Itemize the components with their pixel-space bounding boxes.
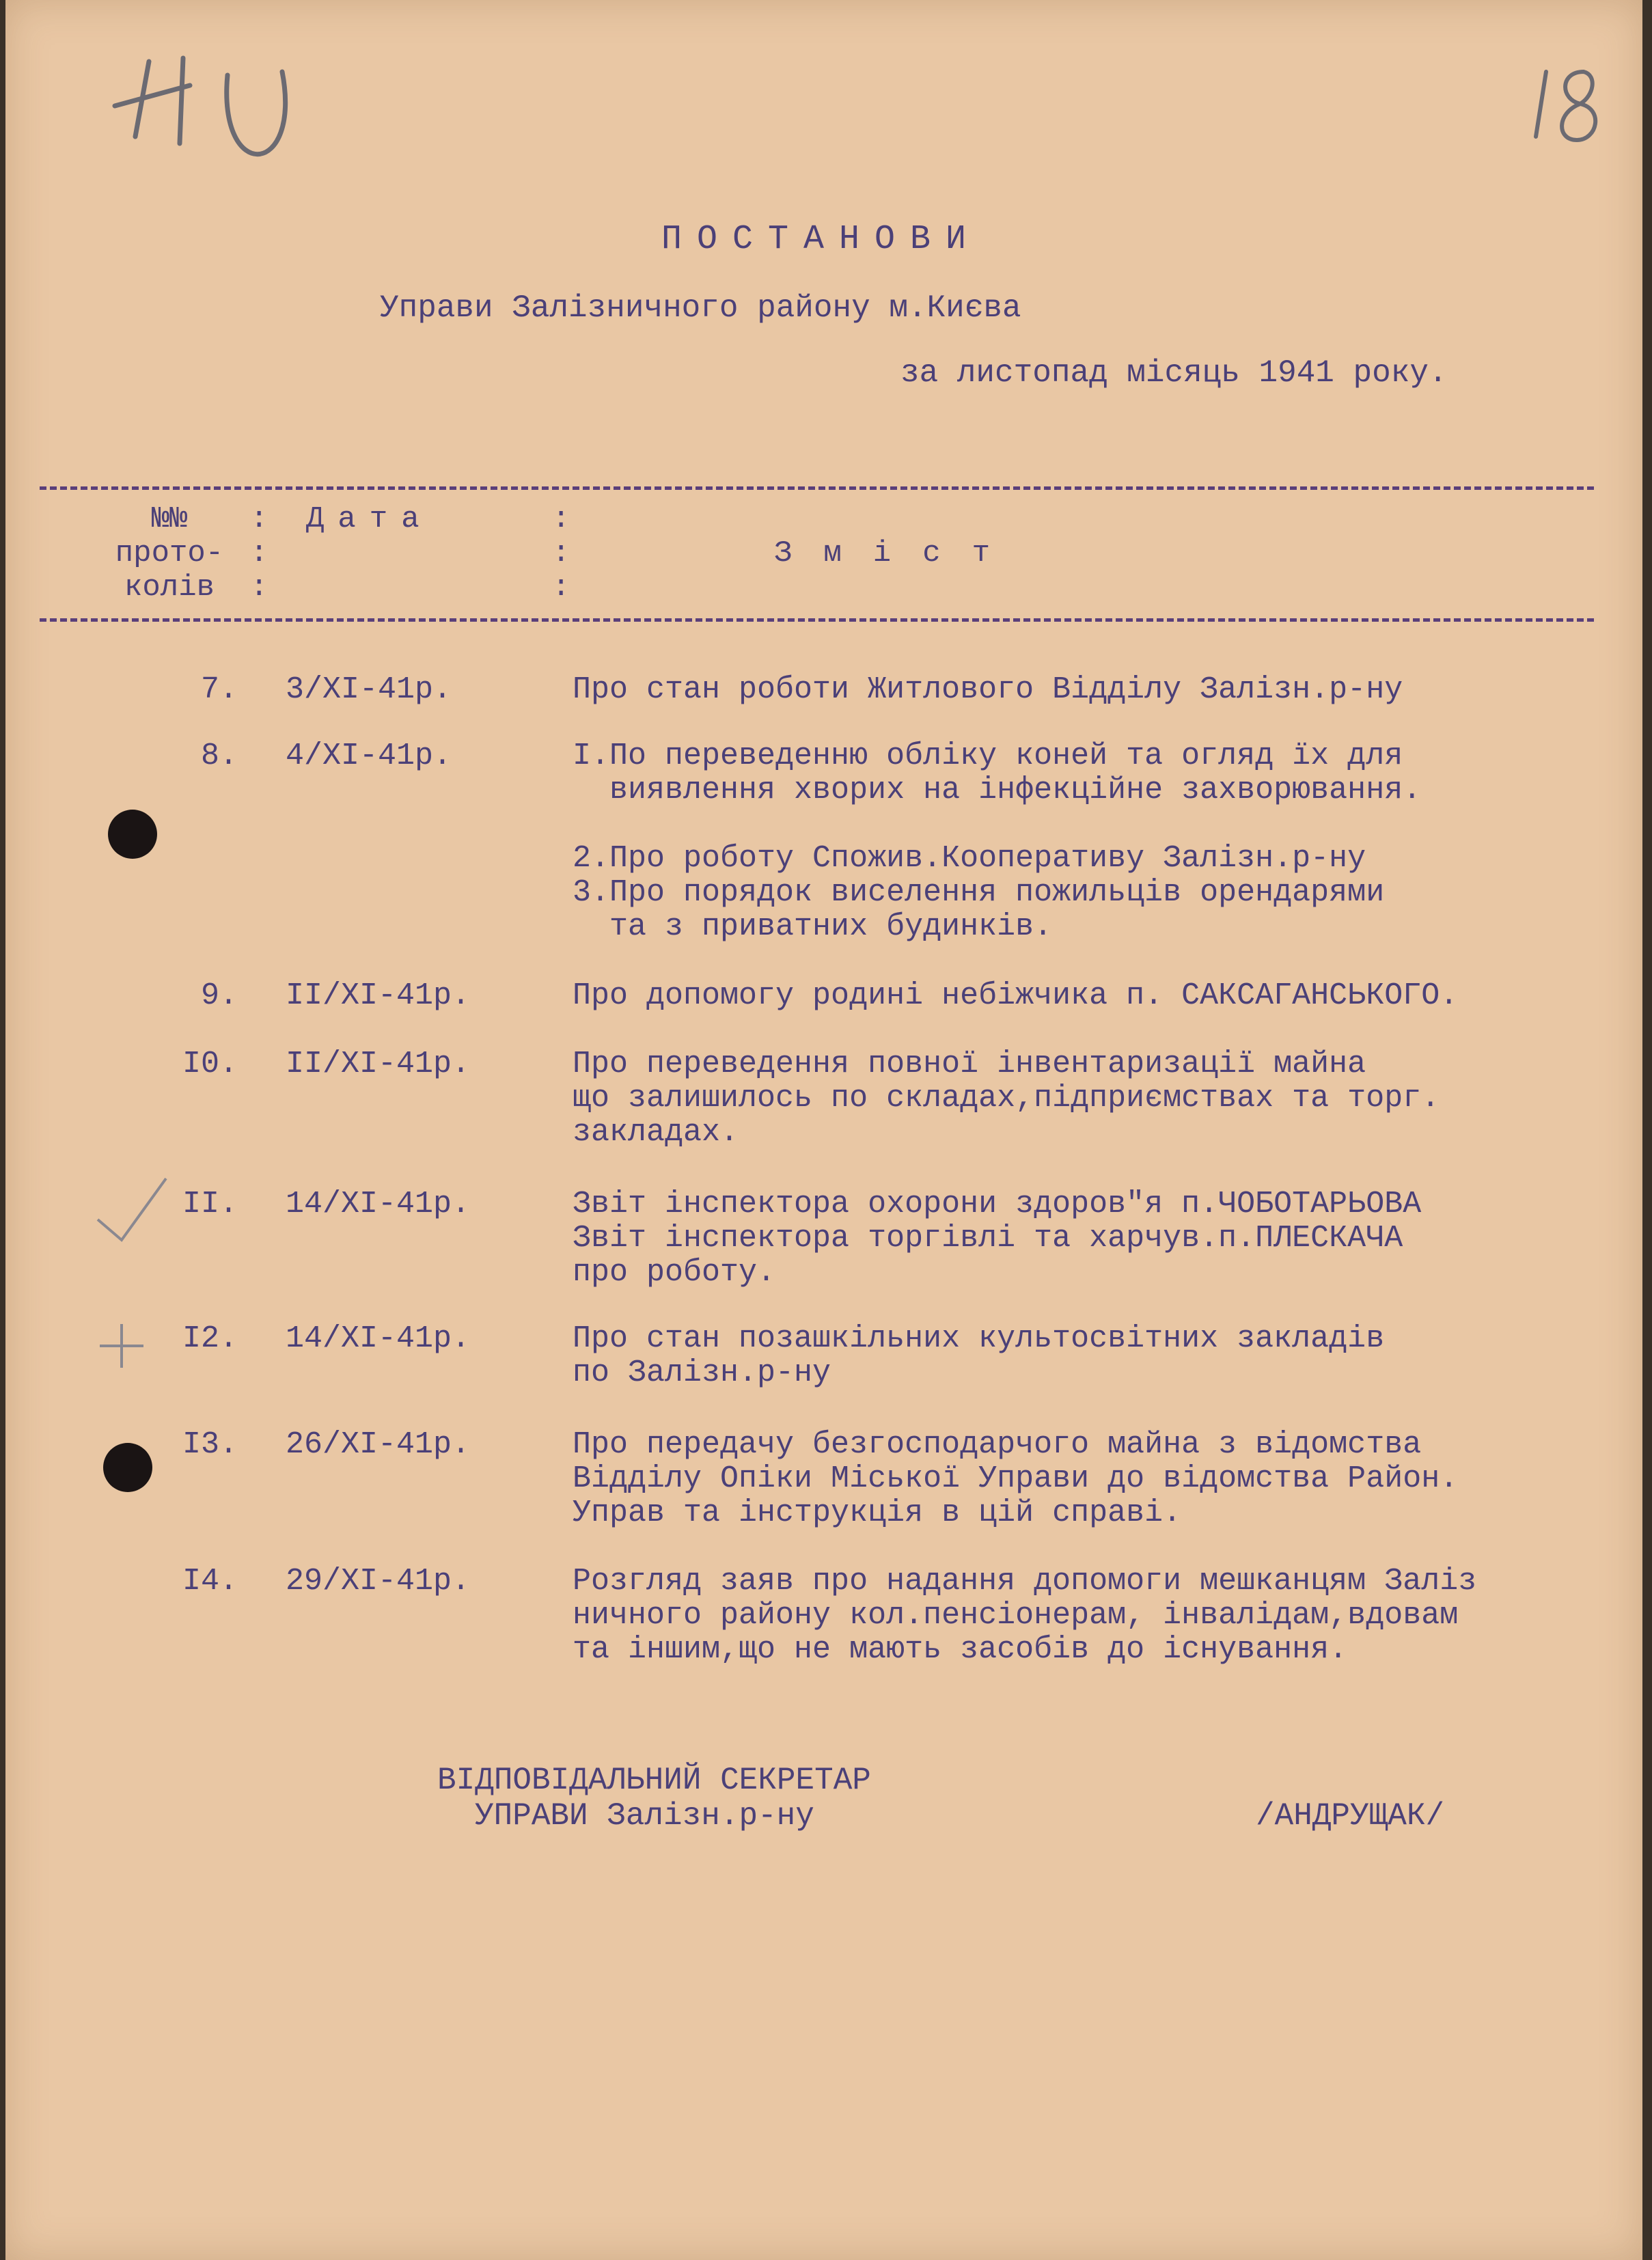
content-line: Про стан позашкільних культосвітних закладів: [573, 1321, 1385, 1356]
document-title: ПОСТАНОВИ: [661, 220, 982, 259]
signature-position-line2: УПРАВИ Залізн.р-ну: [475, 1798, 814, 1834]
protocol-date: II/XI-41р.: [286, 978, 471, 1013]
pencil-plus-mark: [94, 1319, 149, 1373]
column-content-header: Зміст: [774, 536, 1022, 570]
punch-hole: [103, 1443, 152, 1492]
protocol-date: II/XI-41р.: [286, 1047, 471, 1081]
protocol-number: I4.: [182, 1564, 238, 1599]
protocol-number: I3.: [182, 1427, 238, 1462]
protocol-number: I2.: [182, 1321, 238, 1356]
pencil-check-mark: [91, 1172, 173, 1247]
protocol-number: 7.: [200, 672, 238, 707]
protocol-number: 8.: [200, 739, 238, 773]
header-top-divider: [40, 486, 1594, 490]
content-line: Розгляд заяв про надання допомоги мешканцям Заліз: [573, 1564, 1477, 1599]
content-line: та з приватних будинків.: [573, 909, 1053, 944]
column-separator: : : :: [552, 502, 570, 605]
protocol-date: 4/XI-41р.: [286, 739, 452, 773]
protocol-date: 14/XI-41р.: [286, 1187, 471, 1222]
content-line: по Залізн.р-ну: [573, 1355, 831, 1390]
protocol-date: 26/XI-41р.: [286, 1427, 471, 1462]
column-date-header: Дата: [306, 502, 433, 536]
content-line: 2.Про роботу Спожив.Кооперативу Залізн.р-ну: [573, 841, 1366, 876]
column-separator: : : :: [250, 502, 269, 605]
content-line: Відділу Опіки Міської Управи до відомства Район.: [573, 1461, 1459, 1496]
protocol-content: [573, 1428, 1597, 1530]
column-number-line2: прото-: [115, 536, 224, 570]
protocol-number: II.: [182, 1187, 238, 1222]
protocol-number: 9.: [200, 978, 238, 1013]
signature-name: /АНДРУЩАК/: [1256, 1798, 1445, 1834]
content-line: [573, 808, 1597, 842]
protocol-number: I0.: [182, 1047, 238, 1081]
signature-position-line1: ВІДПОВІДАЛЬНИЙ СЕКРЕТАР: [437, 1763, 871, 1798]
protocol-content: [573, 739, 1597, 944]
content-line: Звіт інспектора торгівлі та харчув.п.ПЛЕСКАЧА: [573, 1221, 1403, 1256]
content-line: Про допомогу родині небіжчика п. САКСАГАНСЬКОГО.: [573, 978, 1459, 1013]
content-line: виявлення хворих на інфекційне захворювання.: [573, 773, 1422, 808]
content-line: та іншим,що не мають засобів до існування.: [573, 1632, 1348, 1667]
content-line: I.По переведенню обліку коней та огляд їх для: [573, 739, 1403, 773]
content-line: 3.Про порядок виселення пожильців орендарями: [573, 875, 1385, 910]
content-line: що залишилось по складах,підприємствах та торг.: [573, 1081, 1440, 1116]
content-line: Про стан роботи Житлового Відділу Залізн.р-ну: [573, 672, 1403, 707]
protocol-date: 29/XI-41р.: [286, 1564, 471, 1599]
protocol-date: 14/XI-41р.: [286, 1321, 471, 1356]
protocol-date: 3/XI-41р.: [286, 672, 452, 707]
protocol-content: [573, 673, 1597, 707]
protocol-content: [573, 1047, 1597, 1150]
content-line: про роботу.: [573, 1255, 776, 1290]
document-page: [5, 0, 1642, 2260]
protocol-content: [573, 979, 1597, 1013]
header-bottom-divider: [40, 618, 1594, 622]
handwritten-archive-mark: [108, 34, 313, 171]
column-number-header: [108, 502, 231, 605]
protocol-content: [573, 1565, 1597, 1667]
protocol-content: [573, 1187, 1597, 1290]
punch-hole: [108, 810, 157, 859]
content-line: Управ та інструкція в цій справі.: [573, 1496, 1182, 1530]
content-line: Про передачу безгосподарчого майна з відомства: [573, 1427, 1422, 1462]
document-subtitle: Управи Залізничного району м.Києва: [380, 290, 1021, 326]
content-line: ничного району кол.пенсіонерам, інвалідам,вдовам: [573, 1598, 1459, 1633]
content-line: Про переведення повної інвентаризації майна: [573, 1047, 1366, 1081]
handwritten-page-number: [1529, 55, 1611, 150]
document-period: за листопад місяць 1941 року.: [900, 355, 1448, 391]
content-line: закладах.: [573, 1115, 739, 1150]
signature-position: [437, 1763, 871, 1834]
protocol-content: [573, 1322, 1597, 1390]
column-number-line1: №№: [151, 502, 188, 536]
content-line: Звіт інспектора охорони здоров"я п.ЧОБОТАРЬОВА: [573, 1187, 1422, 1222]
column-number-line3: колів: [124, 570, 215, 605]
